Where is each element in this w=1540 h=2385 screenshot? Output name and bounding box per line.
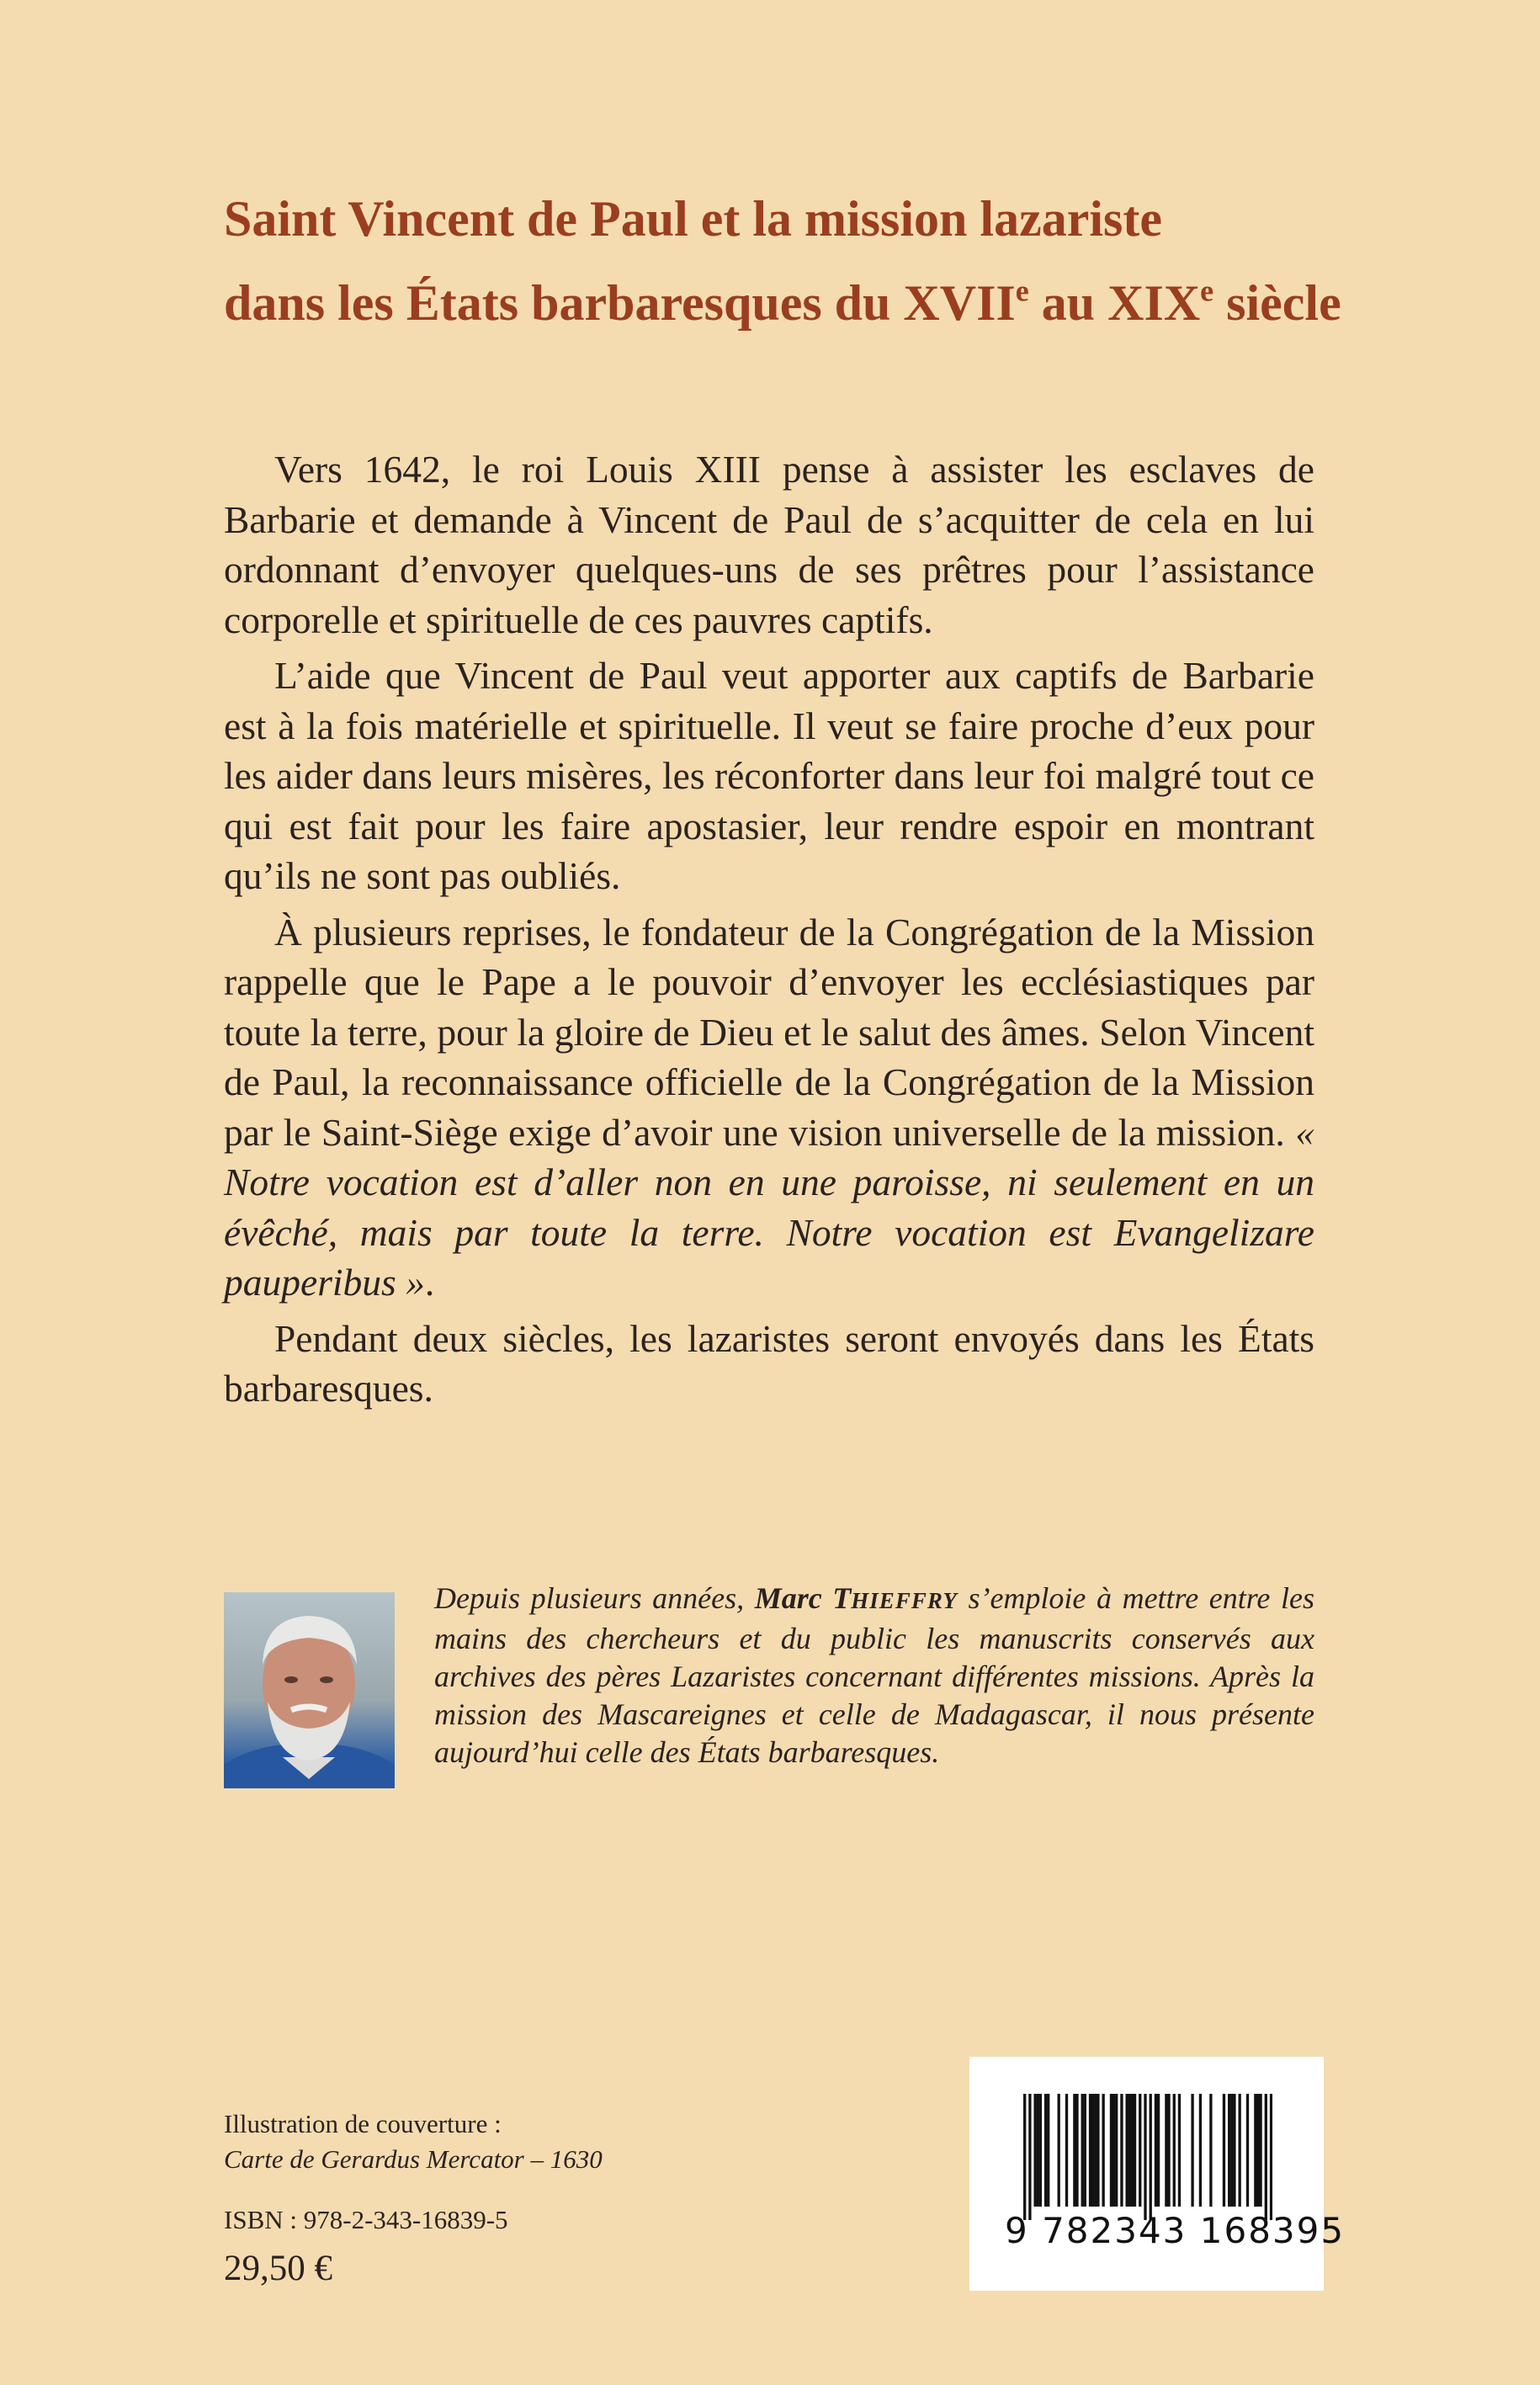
barcode-bar [1073, 2094, 1075, 2207]
isbn: ISBN : 978-2-343-16839-5 [224, 2205, 508, 2234]
barcode-bar [1246, 2094, 1249, 2207]
barcode-bar [1238, 2094, 1240, 2207]
barcode-bar [1081, 2094, 1084, 2207]
barcode-bar [1102, 2094, 1104, 2207]
barcode-bar [1037, 2094, 1039, 2207]
barcode-bar [1033, 2094, 1036, 2207]
summary-paragraph-1: Vers 1642, le roi Louis XIII pense à assister les esclaves de Barbarie et demande à Vincent de Paul de s’acquitter de cela en lui ordonnant d’envoyer quelques-uns de ses prêtres pour l’assistance corporelle et spirituelle de ces pauvres captifs. [224, 448, 1314, 641]
barcode-bar [1126, 2094, 1128, 2207]
barcode-bar [1023, 2094, 1026, 2220]
barcode-bar [1139, 2094, 1141, 2207]
barcode-bar [1167, 2094, 1170, 2207]
price: 29,50 € [224, 2249, 332, 2288]
barcode-bar [1233, 2094, 1235, 2207]
title-line-1: Saint Vincent de Paul et la mission lazariste [224, 191, 1162, 247]
author-name: Marc THIEFFRY [754, 1581, 958, 1615]
barcode-bar [1157, 2094, 1160, 2207]
barcode-bar [1230, 2094, 1233, 2207]
barcode-bar [1199, 2094, 1202, 2207]
barcode-bar [1223, 2094, 1225, 2207]
barcode-bar [1256, 2094, 1259, 2207]
barcode-bar [1113, 2094, 1115, 2207]
barcode-bar [1075, 2094, 1078, 2207]
barcode-bar [1155, 2094, 1157, 2207]
barcode-bar [1173, 2094, 1176, 2207]
barcode-bar [1265, 2094, 1267, 2220]
barcode-digits: 9 782343 168395 [1005, 2210, 1346, 2251]
barcode-bar [1089, 2094, 1091, 2207]
barcode-bar [1228, 2094, 1230, 2207]
barcode-bar [1091, 2094, 1094, 2207]
barcode-bar [1134, 2094, 1136, 2207]
barcode-bar [1191, 2094, 1193, 2207]
barcode-bar [1209, 2094, 1212, 2207]
barcode-bar [1254, 2094, 1256, 2207]
credit-label: Illustration de couverture : [224, 2109, 502, 2138]
author-photo [224, 1592, 395, 1788]
barcode-bar [1120, 2094, 1123, 2207]
back-cover-summary [224, 444, 1314, 1420]
barcode-bar [1144, 2094, 1146, 2220]
barcode-bar [1065, 2094, 1068, 2207]
title-line-2: dans les États barbaresques du XVIIe au XIXe siècle [224, 274, 1341, 331]
cover-illustration-credit [224, 2106, 603, 2177]
barcode-bar [1097, 2094, 1099, 2207]
summary-paragraph-3: À plusieurs reprises, le fondateur de la Congrégation de la Mission rappelle que le Pape a le pouvoir d’envoyer les ecclésiastiques par toute la terre, pour la gloire de Dieu et le salut des âmes. Selon Vincent de Paul, la reconnaissance officielle de la Congrégation de la Mission par le Saint-Siège exige d’avoir une vision universelle de la mission. « Notre vocation est d’aller non en une paroisse, ni seulement en un évêché, mais par toute la terre. Notre vocation est Evangelizare pauperibus ». [224, 910, 1314, 1304]
barcode-bar [1178, 2094, 1181, 2207]
barcode-bar [1165, 2094, 1167, 2207]
author-bio: Depuis plusieurs années, Marc THIEFFRY s’emploie à mettre entre les mains des chercheurs et du public les manuscrits conservés aux archives des pères Lazaristes concernant différentes missions. Après la mission des Mascareignes et celle de Madagascar, il nous présente aujourd’hui celle des États barbaresques. [434, 1581, 1314, 1769]
barcode-bar [1128, 2094, 1131, 2207]
barcode-bar [1110, 2094, 1113, 2207]
barcode-bar [1270, 2094, 1272, 2220]
summary-paragraph-2: L’aide que Vincent de Paul veut apporter aux captifs de Barbarie est à la fois matérielle et spirituelle. Il veut se faire proche d’eux pour les aider dans leurs misères, les réconforter dans leur foi malgré tout ce qui est fait pour les faire apostasier, leur rendre espoir en montrant qu’ils ne sont pas oubliés. [224, 654, 1314, 897]
barcode-bar [1115, 2094, 1118, 2207]
barcode-bar [1044, 2094, 1047, 2207]
vincent-quote: « Notre vocation est d’aller non en une paroisse, ni seulement en un évêché, mais par toute la terre. Notre vocation est Evangelizare pauperibus » [224, 1110, 1314, 1304]
barcode-bar [1094, 2094, 1097, 2207]
barcode [969, 2057, 1346, 2291]
barcode-bar [1084, 2094, 1086, 2207]
barcode-bar [1047, 2094, 1049, 2207]
barcode-bar [1058, 2094, 1060, 2207]
credit-caption: Carte de Gerardus Mercator – 1630 [224, 2144, 603, 2174]
barcode-bar [1039, 2094, 1042, 2207]
barcode-bar [1028, 2094, 1031, 2220]
barcode-bar [1131, 2094, 1134, 2207]
summary-paragraph-4: Pendant deux siècles, les lazaristes seront envoyés dans les États barbaresques. [224, 1316, 1314, 1410]
barcode-bar [1150, 2094, 1152, 2220]
barcode-bars [1023, 2094, 1272, 2220]
barcode-bar [1259, 2094, 1261, 2207]
book-title [224, 177, 1419, 345]
